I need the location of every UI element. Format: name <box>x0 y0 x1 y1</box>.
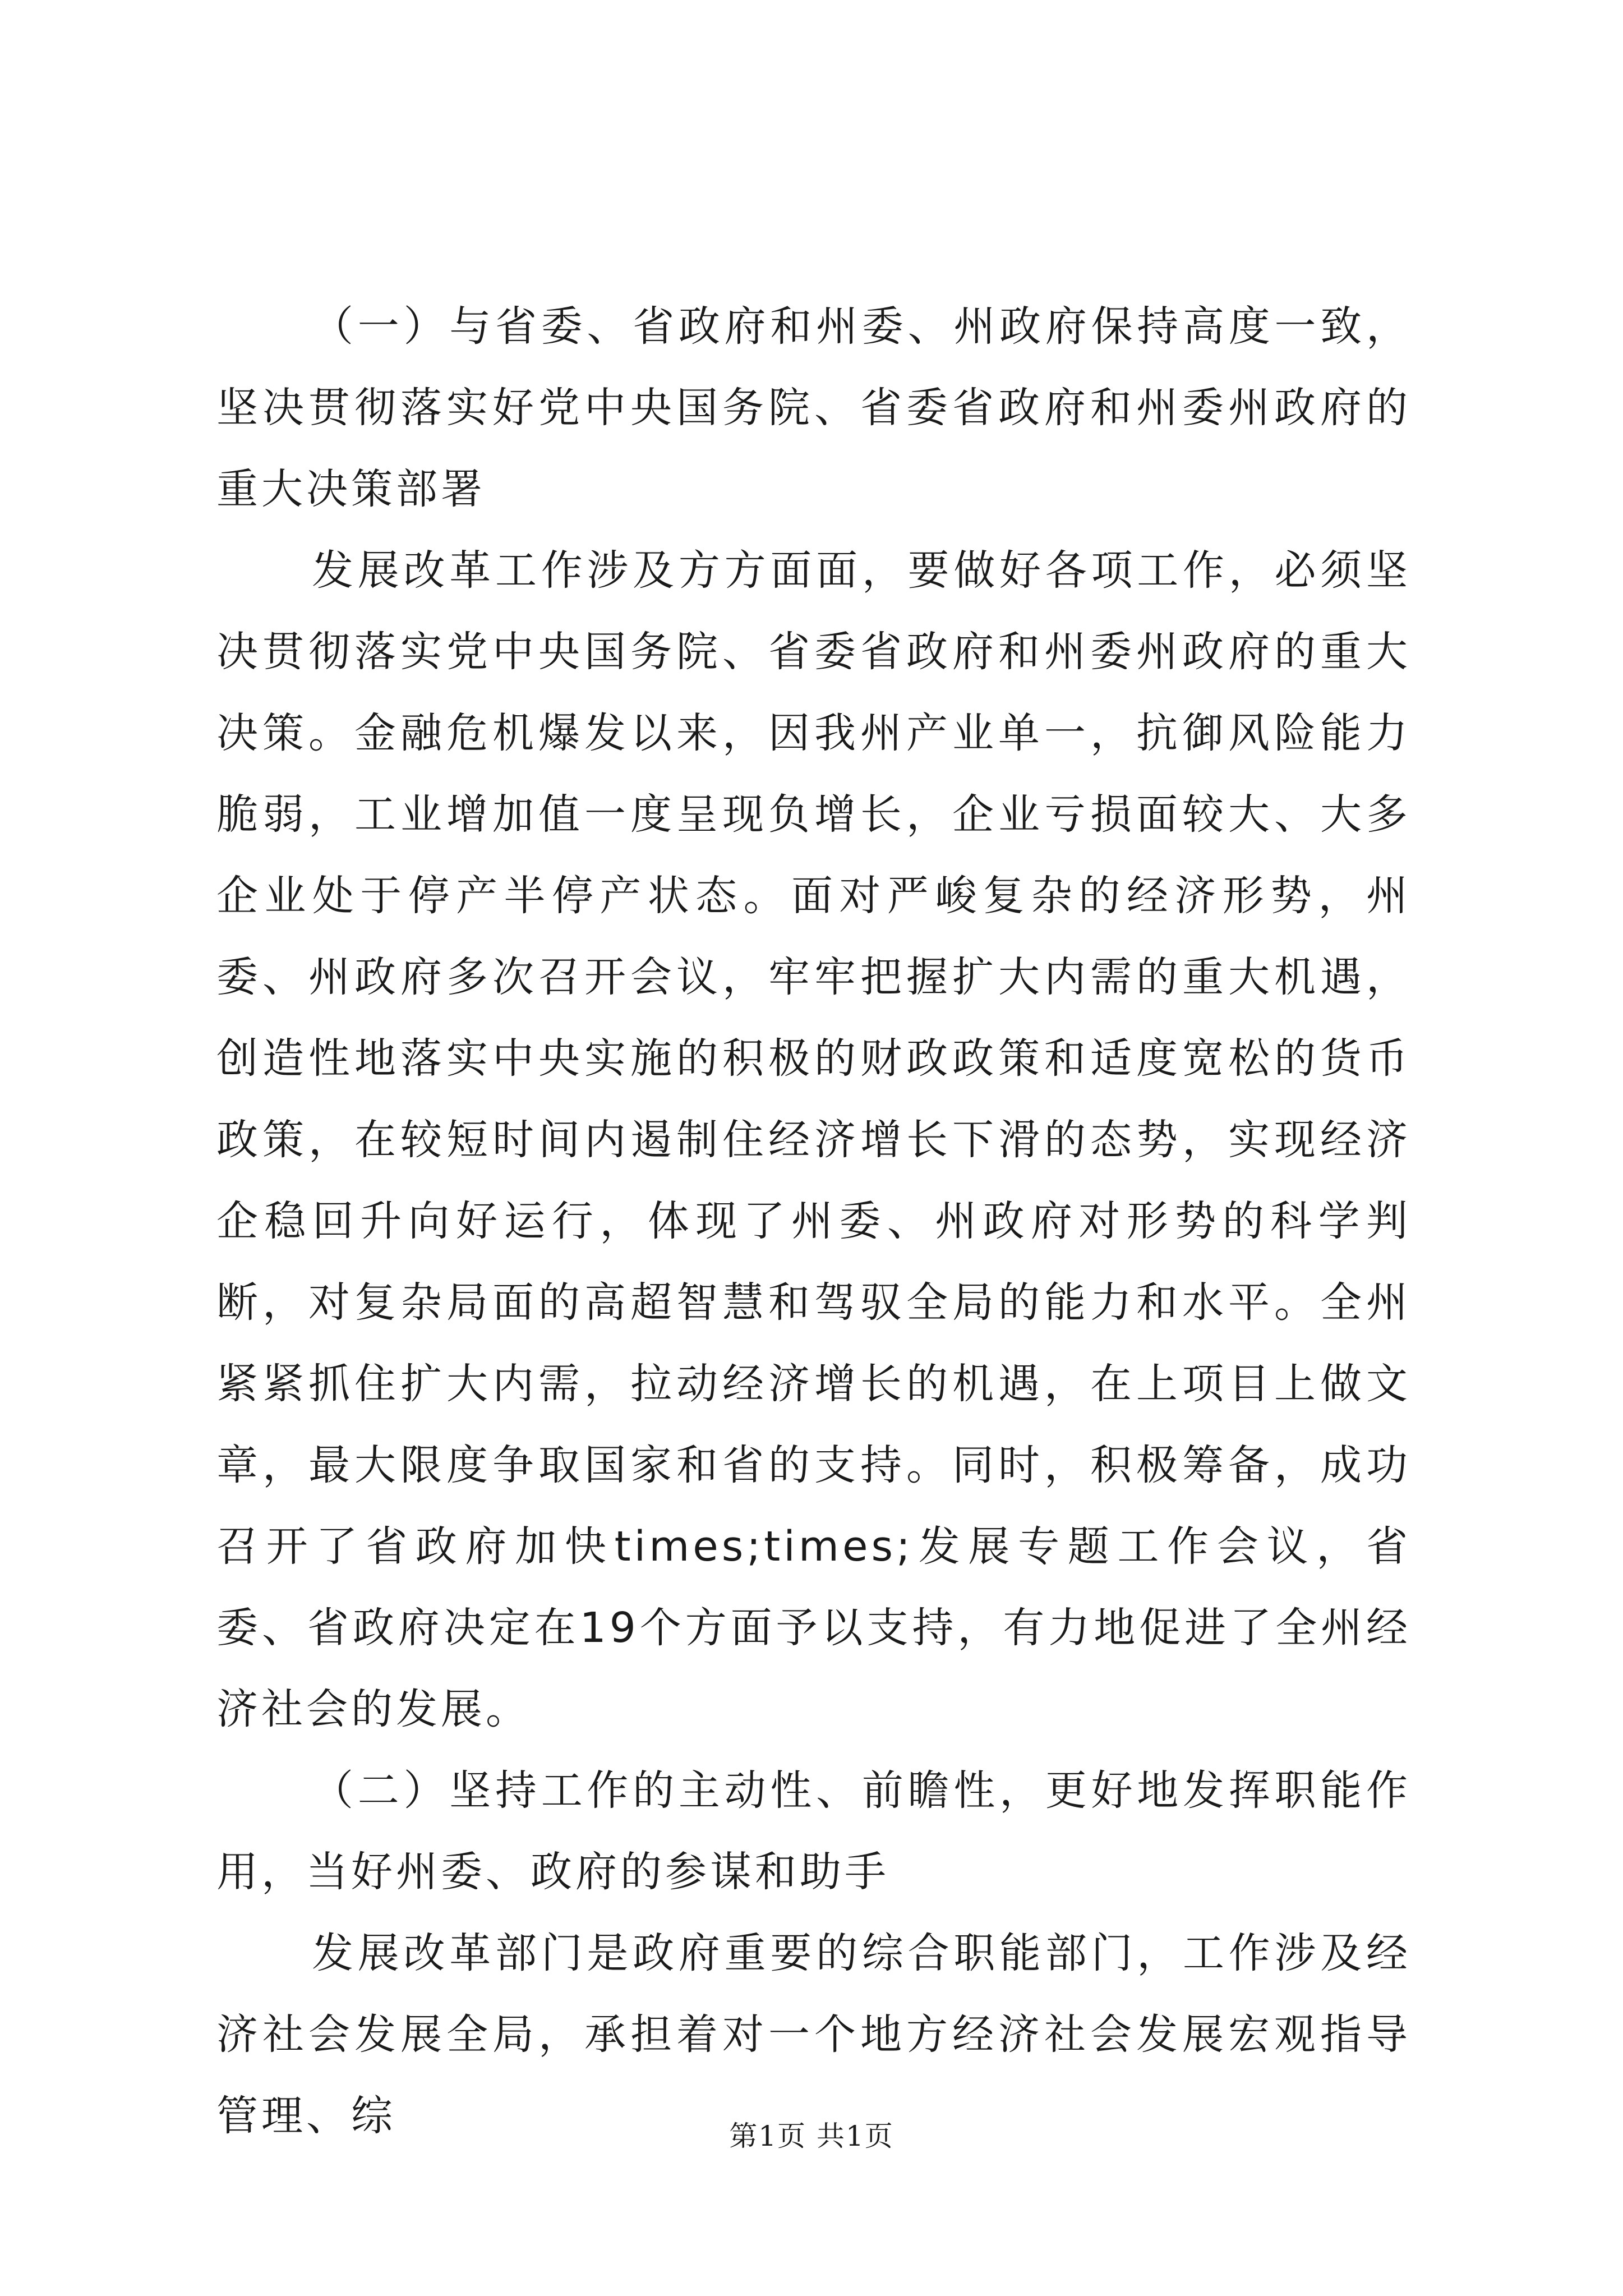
page-footer: 第1页 共1页 <box>729 2120 894 2152</box>
section-heading-1: （一）与省委、省政府和州委、州政府保持高度一致，坚决贯彻落实好党中央国务院、省委省政府和州委州政府的重大决策部署 <box>216 302 1411 513</box>
section-heading-2: （二）坚持工作的主动性、前瞻性，更好地发挥职能作用，当好州委、政府的参谋和助手 <box>216 1766 1411 1896</box>
document-body <box>216 286 1411 2157</box>
body-paragraph-1: 发展改革工作涉及方方面面，要做好各项工作，必须坚决贯彻落实党中央国务院、省委省政府和州委州政府的重大决策。金融危机爆发以来，因我州产业单一，抗御风险能力脆弱，工业增加值一度呈现负增长，企业亏损面较大、大多企业处于停产半停产状态。面对严峻复杂的经济形势，州委、州政府多次召开会议，牢牢把握扩大内需的重大机遇，创造性地落实中央实施的积极的财政政策和适度宽松的货币政策，在较短时间内遏制住经济增长下滑的态势，实现经济企稳回升向好运行，体现了州委、州政府对形势的科学判断，对复杂局面的高超智慧和驾驭全局的能力和水平。全州紧紧抓住扩大内需，拉动经济增长的机遇，在上项目上做文章，最大限度争取国家和省的支持。同时，积极筹备，成功召开了省政府加快times;times;发展专题工作会议，省委、省政府决定在19个方面予以支持，有力地促进了全州经济社会的发展。 <box>216 546 1411 1733</box>
body-paragraph-2: 发展改革部门是政府重要的综合职能部门，工作涉及经济社会发展全局，承担着对一个地方经济社会发展宏观指导管理、综 <box>216 1929 1411 2140</box>
